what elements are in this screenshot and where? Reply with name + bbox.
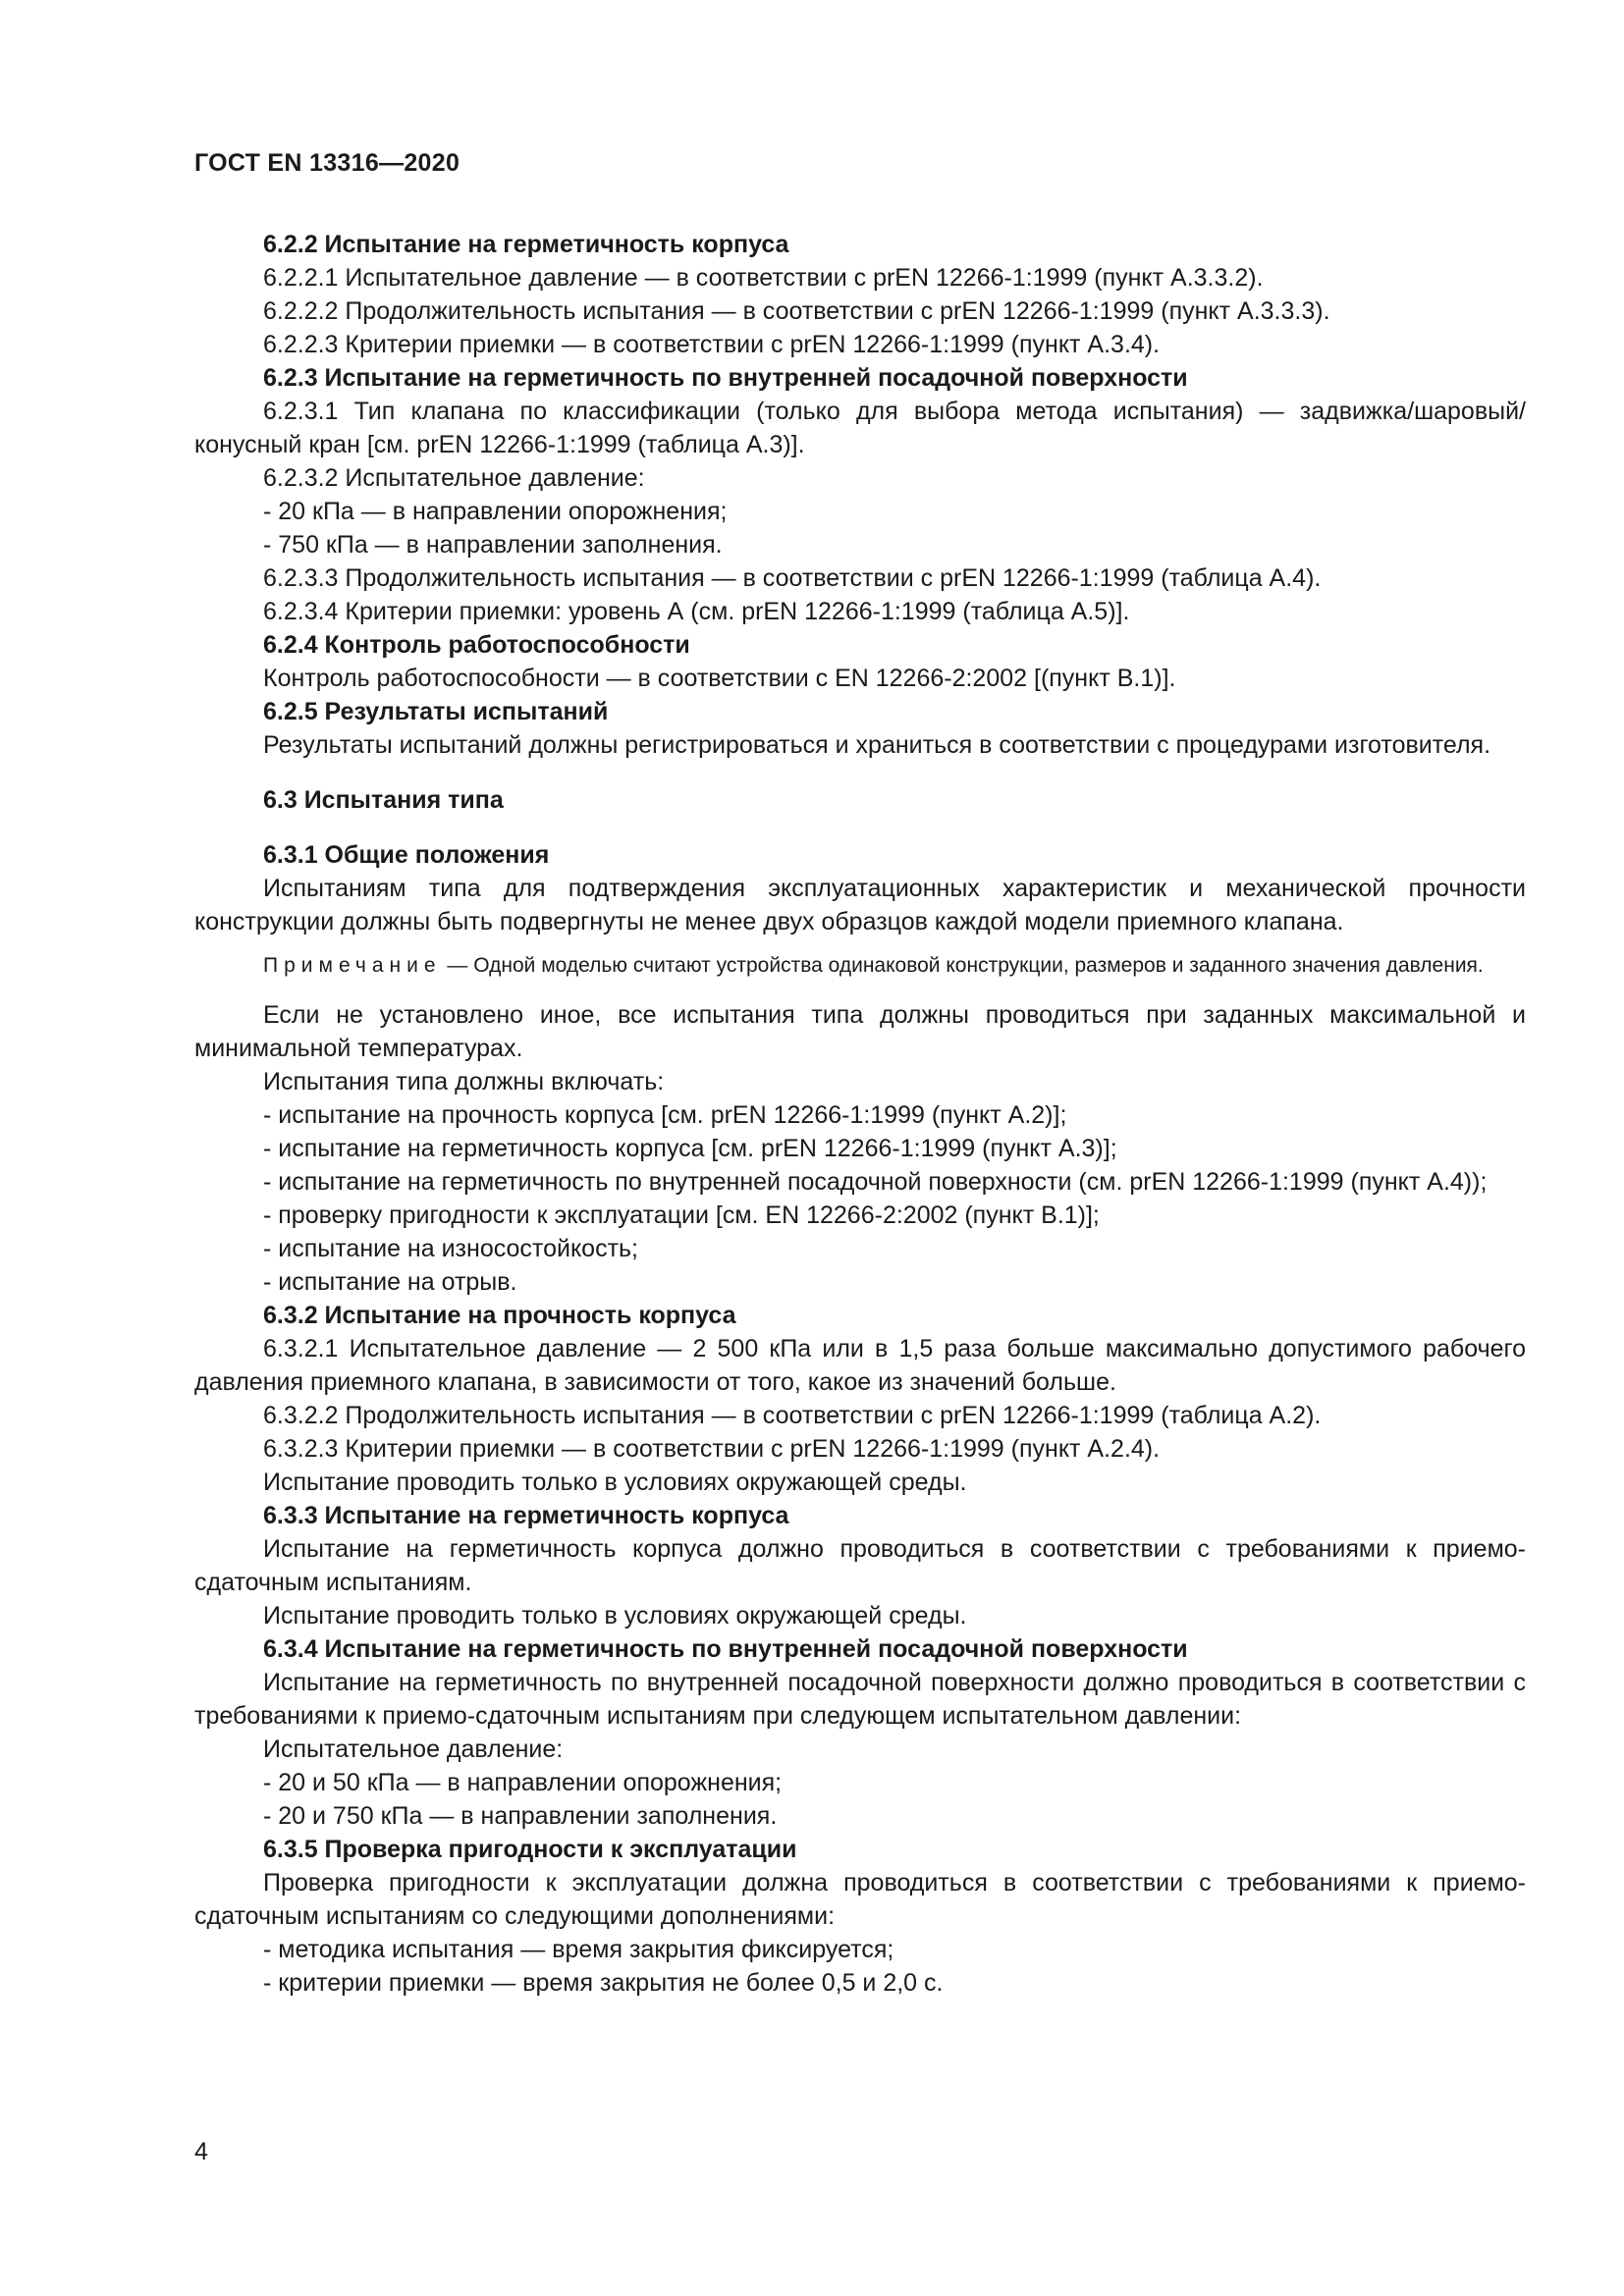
paragraph: 6.2.3.2 Испытательное давление:	[263, 464, 645, 492]
document-code-header: ГОСТ EN 13316—2020	[194, 149, 460, 177]
paragraph: 6.2.3.3 Продолжительность испытания — в соответствии с prEN 12266-1:1999 (таблица А.4).	[263, 564, 1322, 592]
section-heading-6-2-3: 6.2.3 Испытание на герметичность по внутренней посадочной поверхности	[263, 364, 1188, 392]
section-heading-6-3: 6.3 Испытания типа	[263, 786, 504, 814]
section-heading-6-3-4: 6.3.4 Испытание на герметичность по внутренней посадочной поверхности	[263, 1635, 1188, 1663]
note	[194, 950, 1526, 981]
list-item: - испытание на прочность корпуса [см. prEN 12266-1:1999 (пункт А.2)];	[263, 1101, 1067, 1129]
paragraph: Испытание на герметичность по внутренней посадочной поверхности должно проводиться в соответствии с требованиями к приемо-сдаточным испытаниям при следующем испытательном давлении:	[194, 1669, 1526, 1730]
list-item: - проверку пригодности к эксплуатации [см. EN 12266-2:2002 (пункт В.1)];	[263, 1201, 1100, 1229]
section-heading-6-3-3: 6.3.3 Испытание на герметичность корпуса	[263, 1502, 789, 1529]
section-heading-6-2-5: 6.2.5 Результаты испытаний	[263, 698, 609, 725]
note-text: — Одной моделью считают устройства одинаковой конструкции, размеров и заданного значения давления.	[441, 954, 1484, 977]
note-label: Примечание	[263, 954, 442, 977]
section-heading-6-3-1: 6.3.1 Общие положения	[263, 841, 550, 869]
paragraph: Испытательное давление:	[263, 1735, 564, 1763]
paragraph: Испытание проводить только в условиях окружающей среды.	[263, 1468, 967, 1496]
list-item: - 20 и 50 кПа — в направлении опорожнения;	[263, 1769, 783, 1796]
paragraph: Испытание проводить только в условиях окружающей среды.	[263, 1602, 967, 1629]
section-heading-6-2-2: 6.2.2 Испытание на герметичность корпуса	[263, 231, 789, 258]
document-body	[194, 228, 1526, 2000]
list-item: - испытание на отрыв.	[263, 1268, 517, 1296]
paragraph: 6.3.2.3 Критерии приемки — в соответствии с prEN 12266-1:1999 (пункт А.2.4).	[263, 1435, 1161, 1463]
list-item: - методика испытания — время закрытия фиксируется;	[263, 1936, 894, 1963]
paragraph: Испытание на герметичность корпуса должно проводиться в соответствии с требованиями к приемо-сдаточным испытаниям.	[194, 1535, 1526, 1596]
paragraph: 6.2.3.4 Критерии приемки: уровень А (см. prEN 12266-1:1999 (таблица А.5)].	[263, 598, 1130, 625]
paragraph: 6.2.3.1 Тип клапана по классификации (только для выбора метода испытания) — задвижка/шаровый/ конусный кран [см. prEN 12266-1:1999 (таблица А.3)].	[194, 398, 1526, 458]
paragraph: Если не установлено иное, все испытания типа должны проводиться при заданных максимальной и минимальной температурах.	[194, 1001, 1526, 1062]
paragraph: Проверка пригодности к эксплуатации должна проводиться в соответствии с требованиями к приемо-сдаточным испытаниям со следующими дополнениями:	[194, 1869, 1526, 1930]
paragraph: 6.2.2.3 Критерии приемки — в соответствии с prEN 12266-1:1999 (пункт А.3.4).	[263, 331, 1161, 358]
paragraph: Испытания типа должны включать:	[263, 1068, 665, 1095]
section-heading-6-3-2: 6.3.2 Испытание на прочность корпуса	[263, 1302, 736, 1329]
list-item: - критерии приемки — время закрытия не более 0,5 и 2,0 с.	[263, 1969, 944, 1997]
list-item: - 750 кПа — в направлении заполнения.	[263, 531, 723, 559]
list-item: - испытание на износостойкость;	[263, 1235, 638, 1262]
paragraph: Испытаниям типа для подтверждения эксплуатационных характеристик и механической прочности конструкции должны быть подвергнуты не менее двух образцов каждой модели приемного клапана.	[194, 875, 1526, 935]
section-heading-6-3-5: 6.3.5 Проверка пригодности к эксплуатации	[263, 1836, 797, 1863]
paragraph: 6.2.2.2 Продолжительность испытания — в соответствии с prEN 12266-1:1999 (пункт А.3.3.3).	[263, 297, 1330, 325]
list-item: - испытание на герметичность по внутренней посадочной поверхности (см. prEN 12266-1:1999 (пункт А.4));	[263, 1168, 1488, 1196]
list-item: - 20 кПа — в направлении опорожнения;	[263, 498, 728, 525]
paragraph: Результаты испытаний должны регистрироваться и храниться в соответствии с процедурами изготовителя.	[263, 731, 1491, 759]
list-item: - 20 и 750 кПа — в направлении заполнения.	[263, 1802, 778, 1830]
section-heading-6-2-4: 6.2.4 Контроль работоспособности	[263, 631, 690, 659]
page-number: 4	[194, 2138, 208, 2165]
paragraph: 6.3.2.1 Испытательное давление — 2 500 кПа или в 1,5 раза больше максимально допустимого рабочего давления приемного клапана, в зависимости от того, какое из значений больше.	[194, 1335, 1526, 1396]
paragraph: 6.2.2.1 Испытательное давление — в соответствии с prEN 12266-1:1999 (пункт А.3.3.2).	[263, 264, 1264, 292]
paragraph: 6.3.2.2 Продолжительность испытания — в соответствии с prEN 12266-1:1999 (таблица А.2).	[263, 1402, 1322, 1429]
list-item: - испытание на герметичность корпуса [см. prEN 12266-1:1999 (пункт А.3)];	[263, 1135, 1117, 1162]
paragraph: Контроль работоспособности — в соответствии с EN 12266-2:2002 [(пункт В.1)].	[263, 665, 1176, 692]
